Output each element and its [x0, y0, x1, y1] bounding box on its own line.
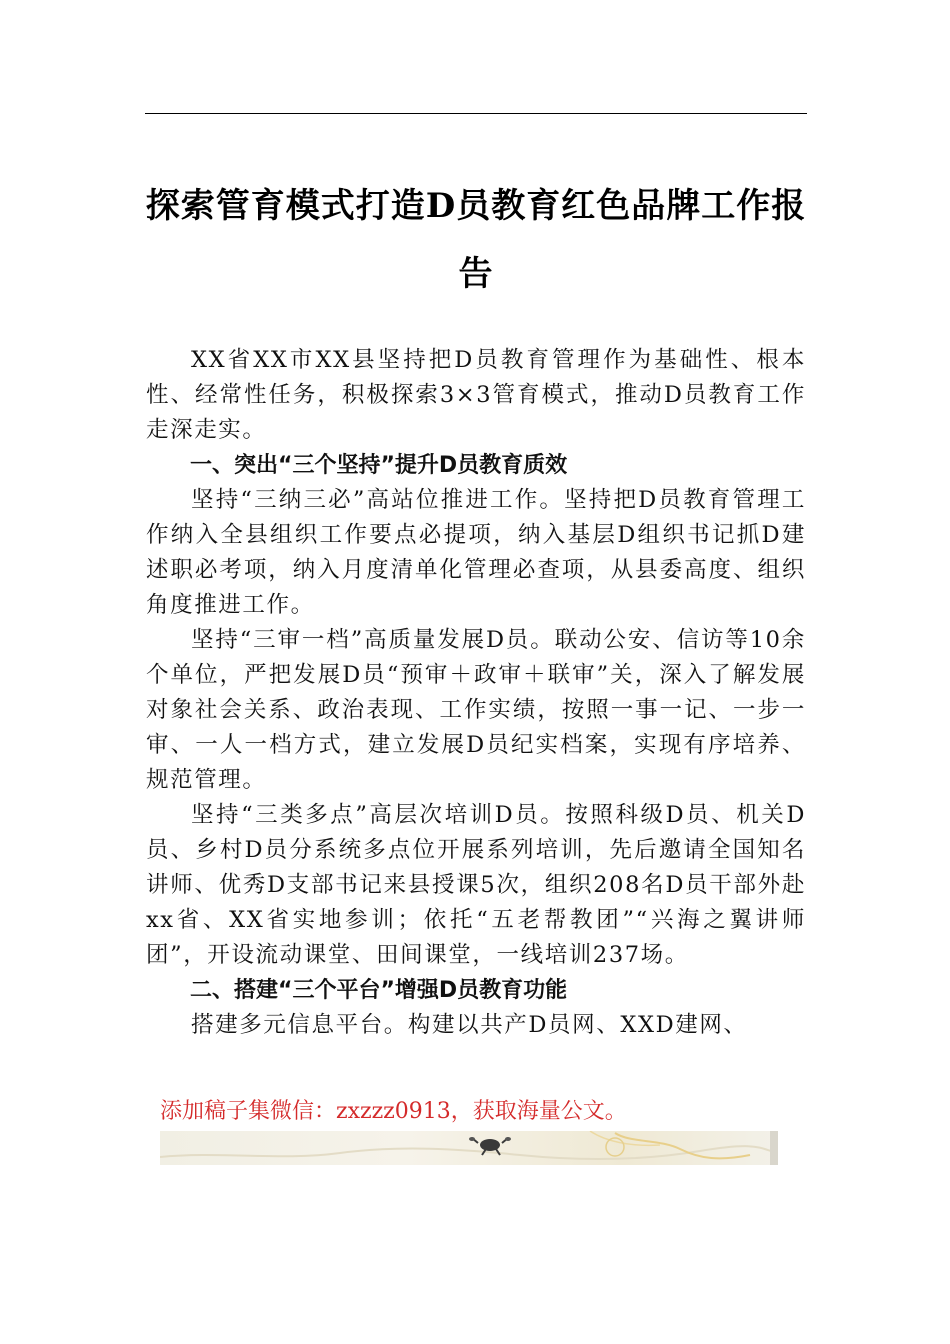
- decorative-banner-image: [160, 1131, 778, 1165]
- header-rule: [145, 113, 807, 114]
- paragraph-intro: XX省XX市XX县坚持把D员教育管理作为基础性、根本性、经常性任务，积极探索3×3管育模式，推动D员教育工作走深走实。: [146, 347, 806, 443]
- section-heading-1: 一、突出“三个坚持”提升D员教育质效: [190, 453, 568, 478]
- paragraph-1-2: 坚持“三审一档”高质量发展D员。联动公安、信访等10余个单位，严把发展D员“预审＋政审＋联审”关，深入了解发展对象社会关系、政治表现、工作实绩，按照一事一记、一步一审、一人一档方式，建立发展D员纪实档案，实现有序培养、规范管理。: [146, 627, 806, 793]
- paragraph-1-1: 坚持“三纳三必”高站位推进工作。坚持把D员教育管理工作纳入全县组织工作要点必提项，纳入基层D组织书记抓D建述职必考项，纳入月度清单化管理必查项，从县委高度、组织角度推进工作。: [146, 487, 806, 618]
- section-heading-2: 二、搭建“三个平台”增强D员教育功能: [190, 978, 568, 1003]
- ink-landscape-icon: [160, 1131, 778, 1165]
- paragraph-1-3: 坚持“三类多点”高层次培训D员。按照科级D员、机关D员、乡村D员分系统多点位开展系列培训，先后邀请全国知名讲师、优秀D支部书记来县授课5次，组织208名D员干部外赴xx省、XX省实地参训；依托“五老帮教团”“兴海之翼讲师团”，开设流动课堂、田间课堂，一线培训237场。: [146, 802, 806, 968]
- document-title: 探索管育模式打造D员教育红色品牌工作报告: [145, 186, 807, 294]
- paragraph-2-1: 搭建多元信息平台。构建以共产D员网、XXD建网、: [191, 1012, 748, 1038]
- document-body: [146, 343, 806, 1043]
- watermark-ad-text: 添加稿子集微信：zxzzz0913，获取海量公文。: [160, 1099, 627, 1124]
